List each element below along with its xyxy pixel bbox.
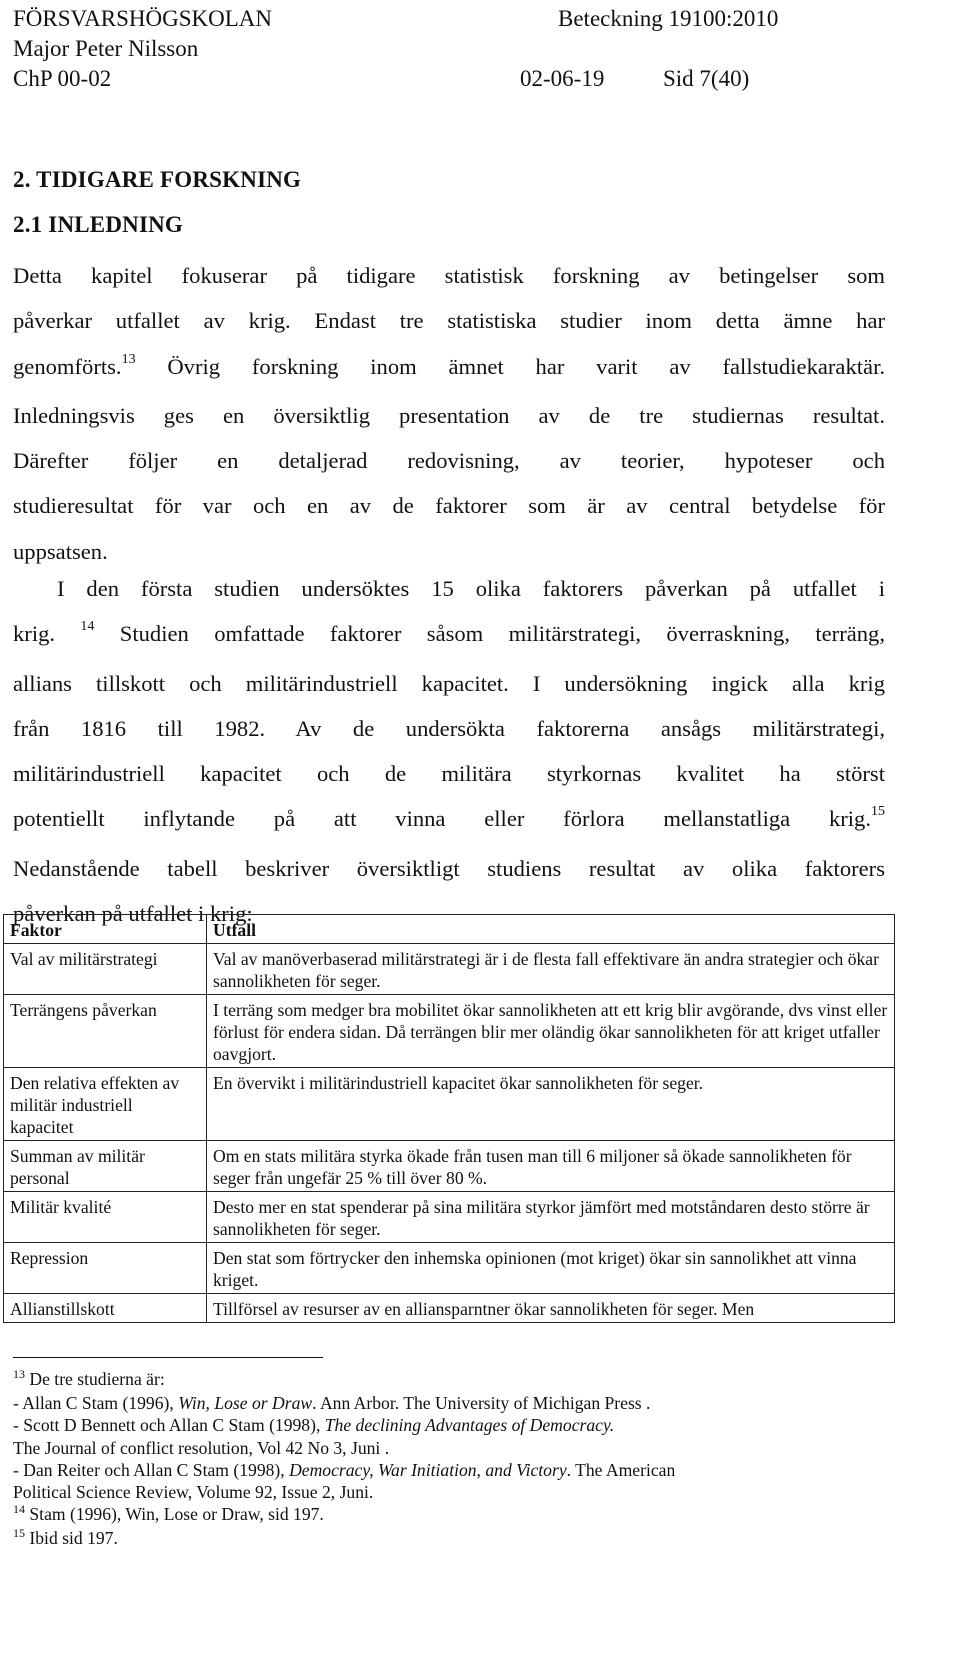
document-date: 02-06-19 bbox=[520, 66, 605, 91]
author-name: Major Peter Nilsson bbox=[13, 36, 199, 61]
factor-cell: Allianstillskott bbox=[4, 1294, 207, 1323]
paragraph-line bbox=[13, 344, 885, 393]
text-run: potentiellt inflytande på att vinna eller förlora mellanstatliga krig. bbox=[13, 806, 871, 832]
table-row bbox=[4, 1192, 895, 1243]
text-run: genomförts. bbox=[13, 353, 122, 379]
section-heading: 2.1 INLEDNING bbox=[13, 212, 184, 237]
paragraph-line: uppsatsen. bbox=[13, 538, 108, 564]
reference-title: The declining Advantages of Democracy. bbox=[324, 1415, 615, 1436]
paragraph-line: militärindustriell kapacitet och de militära styrkornas kvalitet ha störst bbox=[13, 761, 885, 787]
table-row bbox=[4, 1068, 895, 1141]
factor-table bbox=[3, 914, 895, 1323]
paragraph-line: allians tillskott och militärindustriell kapacitet. I undersökning ingick alla krig bbox=[13, 670, 885, 696]
paragraph-line bbox=[13, 611, 885, 660]
footnote-ref-13[interactable]: 13 bbox=[121, 351, 136, 367]
outcome-cell: Om en stats militära styrka ökade från tusen man till 6 miljoner så ökade sannolikheten för seger från ungefär 25 % till över 80 %. bbox=[207, 1141, 895, 1192]
factor-cell: Summan av militär personal bbox=[4, 1141, 207, 1192]
outcome-cell: I terräng som medger bra mobilitet ökar sannolikheten att ett krig blir avgörande, dvs vinst eller förlust för endera sidan. Då terrängen blir mer oländig ökar sannolikheten för att kriget utfaller oavgjort. bbox=[207, 995, 895, 1068]
table-row bbox=[4, 1141, 895, 1192]
chapter-heading: 2. TIDIGARE FORSKNING bbox=[13, 167, 302, 192]
factor-cell: Den relativa effekten av militär industriell kapacitet bbox=[4, 1068, 207, 1141]
footnote-divider bbox=[13, 1357, 323, 1358]
paragraph-intro bbox=[13, 253, 885, 574]
paragraph-line: påverkan på utfallet i krig: bbox=[13, 901, 253, 927]
paragraph-line: Detta kapitel fokuserar på tidigare statistisk forskning av betingelser som bbox=[13, 263, 885, 288]
outcome-cell: En övervikt i militärindustriell kapacitet ökar sannolikheten för seger. bbox=[207, 1068, 895, 1141]
paragraph-line: Inledningsvis ges en översiktlig presentation av de tre studiernas resultat. bbox=[13, 402, 885, 428]
table-row bbox=[4, 995, 895, 1068]
text-run: De tre studierna är: bbox=[25, 1369, 165, 1389]
text-run: . The American bbox=[566, 1459, 676, 1480]
table-header-row bbox=[4, 915, 895, 944]
reference-3-cont: Political Science Review, Volume 92, Issue 2, Juni. bbox=[13, 1482, 374, 1503]
text-run: - Dan Reiter och Allan C Stam (1998), bbox=[13, 1459, 290, 1480]
reference-2-cont: The Journal of conflict resolution, Vol 42 No 3, Juni . bbox=[13, 1437, 390, 1458]
reference-1 bbox=[13, 1392, 913, 1414]
reference-title: Democracy, War Initiation, and Victory bbox=[289, 1459, 567, 1480]
course-code: ChP 00-02 bbox=[13, 66, 112, 91]
table-row bbox=[4, 1294, 895, 1323]
paragraph-line: påverkar utfallet av krig. Endast tre statistiska studier inom detta ämne har bbox=[13, 308, 885, 334]
paragraph-line bbox=[13, 796, 885, 845]
text-run: - Scott D Bennett och Allan C Stam (1998), bbox=[13, 1415, 325, 1436]
paragraph-line: Därefter följer en detaljerad redovisning, av teorier, hypoteser och bbox=[13, 448, 885, 474]
outcome-cell: Den stat som förtrycker den inhemska opinionen (mot kriget) ökar sin sannolikhet att vinna kriget. bbox=[207, 1243, 895, 1294]
text-run: Stam (1996), Win, Lose or Draw, sid 197. bbox=[25, 1504, 324, 1525]
text-run: Studien omfattade faktorer såsom militärstrategi, överraskning, terräng, bbox=[94, 621, 885, 647]
text-run: Övrig forskning inom ämnet har varit av fallstudiekaraktär. bbox=[135, 353, 885, 379]
factor-cell: Repression bbox=[4, 1243, 207, 1294]
paragraph-first-study bbox=[13, 566, 885, 936]
reference-2 bbox=[13, 1414, 913, 1436]
footnote-14 bbox=[13, 1503, 913, 1527]
outcome-cell: Desto mer en stat spenderar på sina militära styrkor jämfört med motståndaren desto större är sannolikheten för seger. bbox=[207, 1192, 895, 1243]
paragraph-line: studieresultat för var och en av de faktorer som är av central betydelse för bbox=[13, 493, 885, 519]
factor-cell: Militär kvalité bbox=[4, 1192, 207, 1243]
table-row bbox=[4, 944, 895, 995]
text-run: . Ann Arbor. The University of Michigan Press . bbox=[312, 1393, 651, 1414]
factor-cell: Terrängens påverkan bbox=[4, 995, 207, 1068]
footnote-15 bbox=[13, 1527, 913, 1551]
footnote-13 bbox=[13, 1368, 913, 1392]
text-run: krig. bbox=[13, 621, 56, 647]
column-header-factor: Faktor bbox=[4, 915, 207, 944]
page-number: Sid 7(40) bbox=[663, 66, 750, 91]
page-header bbox=[13, 4, 833, 94]
footnote-ref-15[interactable]: 15 bbox=[871, 804, 885, 820]
footnote-number: 13 bbox=[13, 1367, 25, 1381]
reference-title: Win, Lose or Draw bbox=[178, 1393, 313, 1414]
institution-name: FÖRSVARSHÖGSKOLAN bbox=[13, 6, 273, 31]
reference-3 bbox=[13, 1459, 913, 1481]
footnote-ref-14[interactable]: 14 bbox=[80, 619, 95, 635]
footnotes bbox=[13, 1368, 913, 1552]
document-designation: Beteckning 19100:2010 bbox=[558, 6, 779, 31]
paragraph-line: Nedanstående tabell beskriver översiktligt studiens resultat av olika faktorers bbox=[13, 855, 885, 881]
footnote-number: 15 bbox=[13, 1526, 25, 1541]
paragraph-line: I den första studien undersöktes 15 olika faktorers påverkan på utfallet i bbox=[57, 576, 885, 601]
footnote-number: 14 bbox=[13, 1502, 25, 1517]
outcome-cell: Val av manöverbaserad militärstrategi är i de flesta fall effektivare än andra strategier och ökar sannolikheten för seger. bbox=[207, 944, 895, 995]
table-row bbox=[4, 1243, 895, 1294]
text-run: Ibid sid 197. bbox=[25, 1528, 118, 1549]
paragraph-line: från 1816 till 1982. Av de undersökta faktorerna ansågs militärstrategi, bbox=[13, 715, 885, 741]
column-header-outcome: Utfall bbox=[207, 915, 895, 944]
factor-cell: Val av militärstrategi bbox=[4, 944, 207, 995]
text-run: - Allan C Stam (1996), bbox=[13, 1393, 179, 1414]
outcome-cell: Tillförsel av resurser av en alliansparntner ökar sannolikheten för seger. Men bbox=[207, 1294, 895, 1323]
